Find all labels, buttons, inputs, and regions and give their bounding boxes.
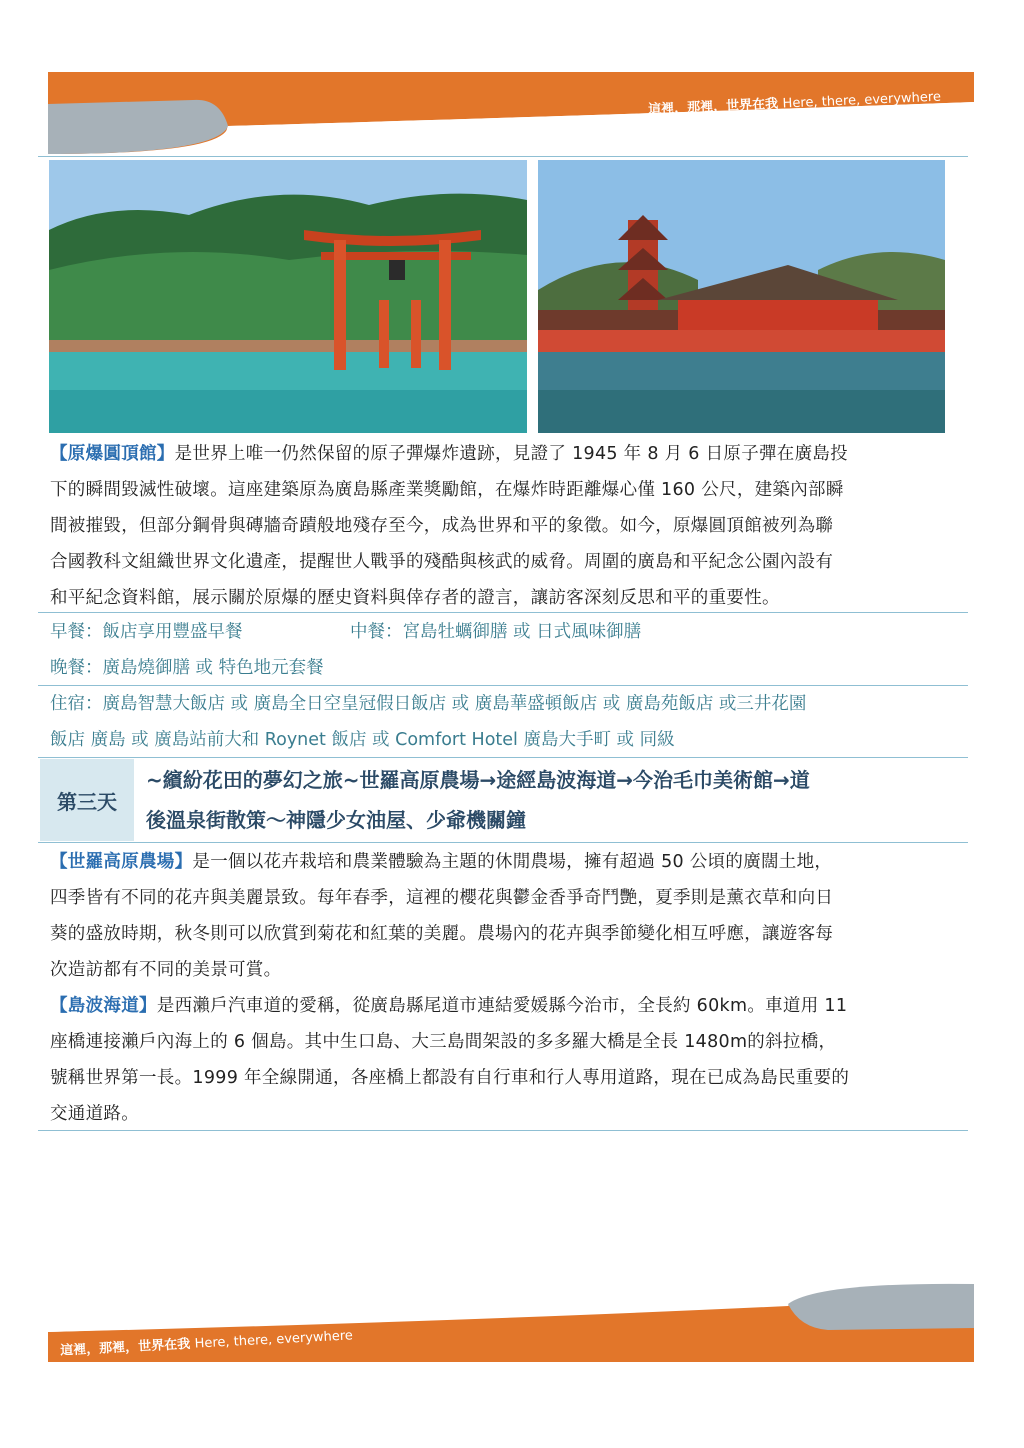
paragraph-line: 間被摧毀，但部分鋼骨與磚牆奇蹟般地殘存至今，成為世界和平的象徵。如今，原爆圓頂館被列為聯: [50, 516, 834, 536]
day-title-line: 後溫泉街散策～神隱少女油屋、少爺機關鐘: [146, 808, 526, 832]
header-slogan-zh: 這裡，那裡，世界在我: [647, 96, 779, 118]
paragraph-line: 葵的盛放時期，秋冬則可以欣賞到菊花和紅葉的美麗。農場內的花卉與季節變化相互呼應，讓遊客每: [50, 924, 834, 944]
shimanami-title: 【島波海道】: [50, 996, 157, 1016]
day-title-line: ~繽紛花田的夢幻之旅~世羅高原農場→途經島波海道→今治毛巾美術館→道: [146, 768, 810, 792]
day3-divider-top: [38, 757, 968, 758]
hotel-line: 住宿：廣島智慧大飯店 或 廣島全日空皇冠假日飯店 或 廣島華盛頓飯店 或 廣島苑飯店 或三井花園: [50, 694, 807, 714]
sera-farm-title: 【世羅高原農場】: [50, 852, 193, 872]
hotel-info: [50, 686, 962, 758]
paragraph-line: 座橋連接瀨戶內海上的 6 個島。其中生口島、大三島間架設的多多羅大橋是全長 1480m的斜拉橋，: [50, 1032, 837, 1052]
shimanami-paragraph: [50, 988, 962, 1132]
paragraph-line: 下的瞬間毀滅性破壞。這座建築原為廣島縣產業獎勵館，在爆炸時距離爆心僅 160 公尺，建築內部瞬: [50, 480, 844, 500]
header-slogan-en: Here, there, everywhere: [782, 89, 942, 112]
paragraph-line: 交通道路。: [50, 1104, 139, 1124]
atomic-dome-title: 【原爆圓頂館】: [50, 444, 175, 464]
torii-gate-photo: [49, 160, 527, 433]
content-divider-bottom: [38, 1130, 968, 1131]
paragraph-line: [50, 988, 962, 1024]
header-divider: [38, 156, 968, 157]
footer-slogan-zh: 這裡，那裡，世界在我: [59, 1336, 191, 1359]
paragraph-line: 號稱世界第一長。1999 年全線開通，各座橋上都設有自行車和行人專用道路，現在已成為島民重要的: [50, 1068, 850, 1088]
paragraph-line: 和平紀念資料館，展示關於原爆的歷史資料與倖存者的證言，讓訪客深刻反思和平的重要性。: [50, 588, 780, 608]
header-banner-shape: [48, 70, 974, 156]
paragraph-line: 次造訪都有不同的美景可賞。: [50, 960, 282, 980]
day-label-box: [40, 759, 134, 841]
paragraph-line: [50, 436, 962, 472]
day-title: [146, 760, 966, 840]
shimanami-text: 是西瀨戶汽車道的愛稱，從廣島縣尾道市連結愛媛縣今治市，全長約 60km。車道用 11: [156, 996, 848, 1016]
atomic-dome-text: 是世界上唯一仍然保留的原子彈爆炸遺跡，見證了 1945 年 8 月 6 日原子彈在廣島投: [174, 444, 848, 464]
lunch-info: 中餐：宮島牡蠣御膳 或 日式風味御膳: [350, 622, 642, 642]
breakfast-info: 早餐：飯店享用豐盛早餐: [50, 622, 243, 642]
day-label: 第三天: [57, 789, 117, 814]
hotel-line: 飯店 廣島 或 廣島站前大和 Roynet 飯店 或 Comfort Hotel 廣島大手町 或 同級: [50, 730, 675, 750]
paragraph-line: 四季皆有不同的花卉與美麗景致。每年春季，這裡的櫻花與鬱金香爭奇鬥艷，夏季則是薰衣草和向日: [50, 888, 834, 908]
meals-divider-top: [38, 612, 968, 613]
paragraph-line: [50, 844, 962, 880]
atomic-dome-paragraph: [50, 436, 962, 616]
sera-farm-text: 是一個以花卉栽培和農業體驗為主題的休閒農場，擁有超過 50 公頃的廣闊土地，: [192, 852, 833, 872]
itsukushima-shrine-photo: [538, 160, 945, 433]
header-banner: [48, 70, 974, 156]
footer-banner: [48, 1282, 974, 1364]
footer-slogan-en: Here, there, everywhere: [194, 1328, 354, 1352]
day3-divider-bottom: [38, 842, 968, 843]
paragraph-line: 合國教科文組織世界文化遺產，提醒世人戰爭的殘酷與核武的威脅。周圍的廣島和平紀念公園內設有: [50, 552, 834, 572]
dinner-info: 晚餐：廣島燒御膳 或 特色地元套餐: [50, 658, 324, 678]
meals-row-1: [50, 614, 962, 650]
sera-farm-paragraph: [50, 844, 962, 988]
